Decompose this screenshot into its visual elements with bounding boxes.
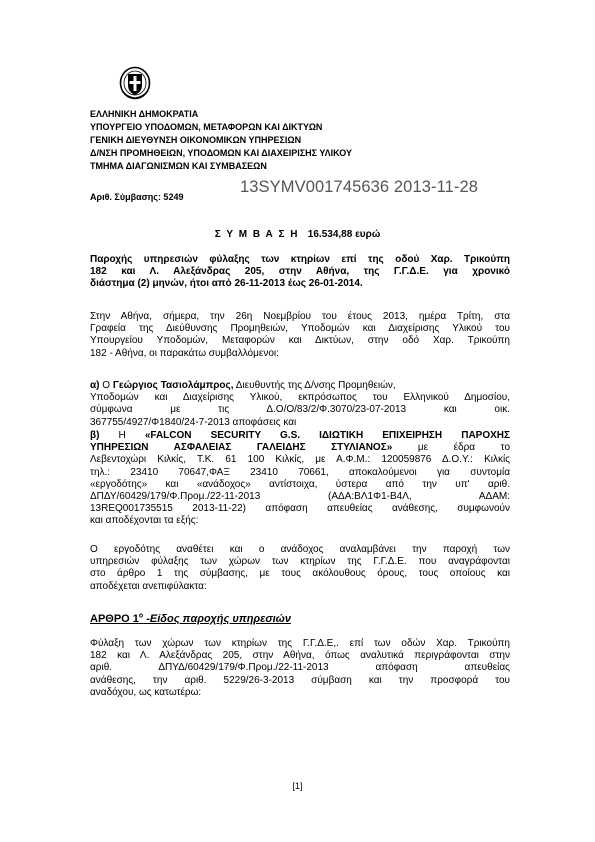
header-line-4: Δ/ΝΣΗ ΠΡΟΜΗΘΕΙΩΝ, ΥΠΟΔΟΜΩΝ ΚΑΙ ΔΙΑΧΕΙΡΙΣΗΣ ΥΛΙΚΟΥ <box>90 148 352 158</box>
intro-line: Στην Αθήνα, σήμερα, την 26η Νοεμβρίου του έτους 2013, ημέρα Τρίτη, στα <box>90 311 510 322</box>
intro-line: 182 - Αθήνα, οι παρακάτω συμβαλλόμενοι: <box>90 347 279 359</box>
agreement-paragraph <box>90 544 510 593</box>
title-prefix: Σ Υ Μ Β Α Σ Η <box>214 229 300 240</box>
article-1-superscript: ο <box>138 612 144 619</box>
party-a-role: Διευθυντής της Δ/νσης Προμηθειών, <box>233 380 396 391</box>
subject-line: 182 και Λ. Αλεξάνδρας 205, στην Αθήνα, της Γ.Γ.Δ.Ε. για χρονικό <box>90 266 510 278</box>
header-line-5: ΤΜΗΜΑ ΔΙΑΓΩΝΙΣΜΩΝ ΚΑΙ ΣΥΜΒΑΣΕΩΝ <box>90 161 267 171</box>
party-b-line: 13REQ001735515 2013-11-22) απόφαση απευθείας ανάθεσης, συμφωνούν <box>90 503 510 515</box>
intro-line: Γραφεία της Διεύθυνσης Προμηθειών, Υποδομών και Διαχείρισης Υλικού του <box>90 323 510 335</box>
article-1-number: ΑΡΘΡΟ 1 <box>90 612 139 625</box>
party-b-seat: με έδρα το <box>392 442 511 454</box>
party-b-line: και αποδέχονται τα εξής: <box>90 515 199 527</box>
header-line-1: ΕΛΛΗΝΙΚΗ ΔΗΜΟΚΡΑΤΙΑ <box>90 109 199 119</box>
registry-stamp: 13SYMV001745636 2013-11-28 <box>240 178 479 196</box>
party-b-line: Λεβεντοχώρι Κιλκίς, Τ.Κ. 61 100 Κιλκίς, με Α.Φ.Μ.: 120059876 Δ.Ο.Υ.: Κιλκίς <box>90 454 510 466</box>
party-b-first-line <box>90 430 510 442</box>
party-b-name-2: ΥΠΗΡΕΣΙΩΝ ΑΣΦΑΛΕΙΑΣ ΓΑΛΕΙΔΗΣ ΣΤΥΛΙΑΝΟΣ» <box>90 442 393 454</box>
header-line-2: ΥΠΟΥΡΓΕΙΟ ΥΠΟΔΟΜΩΝ, ΜΕΤΑΦΟΡΩΝ ΚΑΙ ΔΙΚΤΥΩΝ <box>90 122 323 132</box>
coat-of-arms-emblem <box>119 66 151 100</box>
party-b-line: τηλ.: 23410 70647,ΦΑΞ 23410 70661, αποκαλούμενοι για συντομία <box>90 466 510 478</box>
article-1-title: -Είδος παροχής υπηρεσιών <box>143 612 291 625</box>
party-a-paragraph <box>90 380 510 429</box>
header-line-3: ΓΕΝΙΚΗ ΔΙΕΥΘΥΝΣΗ ΟΙΚΟΝΟΜΙΚΩΝ ΥΠΗΡΕΣΙΩΝ <box>90 135 302 145</box>
article-1-line: ανάθεσης, την αριθ. 5229/26-3-2013 σύμβαση και την προσφορά του <box>90 674 510 686</box>
subject-line: διάστημα (2) μηνών, ήτοι από 26-11-2013 έως 26-01-2014. <box>90 278 363 290</box>
article-1-line: Φύλαξη των χώρων των κτηρίων της Γ.Γ.Δ.Ε,. επί των οδών Χαρ. Τρικούπη <box>90 638 510 649</box>
party-b-line: ΔΠΔΥ/60429/179/Φ.Προμ./22-11-2013 (ΑΔΑ:ΒΛ1Φ1-Β4Λ, ΑΔΑΜ: <box>90 491 510 503</box>
article-1-heading <box>90 612 291 625</box>
contract-number: Αριθ. Σύμβασης: 5249 <box>90 192 184 202</box>
agreement-line: στο άρθρο 1 της σύμβασης, με τους ακόλουθους όρους, τους οποίους και <box>90 568 510 580</box>
agreement-line: Ο εργοδότης αναθέτει και ο ανάδοχος αναλαμβάνει την παροχή των <box>90 544 510 555</box>
subject-line: Παροχής υπηρεσιών φύλαξης των κτηρίων επί της οδού Χαρ. Τρικούπη <box>90 254 510 265</box>
intro-line: Υπουργείου Υποδομών, Μεταφορών και Δικτύων, στην οδό Χαρ. Τρικούπη <box>90 335 510 347</box>
contract-subject <box>90 254 510 291</box>
party-b-line: «εργοδότης» και «ανάδοχος» αντίστοιχα, ύστερα από την υπ' αριθ. <box>90 478 510 490</box>
document-title <box>0 229 595 240</box>
article-1-line: αριθ. ΔΠΥΔ/60429/179/Φ.Προμ./22-11-2013 απόφαση απευθείας <box>90 662 510 674</box>
agreement-line: υπηρεσιών φύλαξης των χώρων των κτηρίων της Γ.Γ.Δ.Ε. που αναγράφονται <box>90 556 510 568</box>
party-a-article: Ο <box>102 380 111 391</box>
party-b-label: β) <box>90 430 100 441</box>
article-1-line: αναδόχου, ως κατωτέρω: <box>90 686 202 698</box>
agreement-line: αποδέχεται ανεπιφύλακτα: <box>90 580 207 592</box>
party-a-first-line <box>90 380 510 392</box>
page-number: [1] <box>292 781 303 791</box>
party-b-paragraph <box>90 430 510 528</box>
party-a-line: Υποδομών και Διαχείρισης Υλικού, εκπρόσωπος του Ελληνικού Δημοσίου, <box>90 392 510 404</box>
title-amount: 16.534,88 ευρώ <box>307 229 381 240</box>
article-1-body <box>90 638 510 699</box>
party-a-line: σύμφωνα με τις Δ.Ο/Ο/83/2/Φ.3070/23-07-2013 και οικ. <box>90 404 510 416</box>
party-a-label: α) <box>90 380 100 391</box>
article-1-line: 182 και Λ. Αλεξάνδρας 205, στην Αθήνα, όπως αναλυτικά περιγράφονται στην <box>90 650 510 662</box>
party-a-name: Γεώργιος Τασιολάμπρος, <box>112 380 234 391</box>
party-a-line: 367755/4927/Φ1840/24-7-2013 αποφάσεις και <box>90 416 297 428</box>
party-b-article: Η <box>118 430 126 441</box>
greek-coat-of-arms-icon <box>119 66 151 100</box>
party-b-second-line <box>90 442 510 454</box>
intro-paragraph <box>90 311 510 360</box>
party-b-name-1: «FALCON SECURITY G.S. ΙΔΙΩΤΙΚΗ ΕΠΙΧΕΙΡΗΣΗ ΠΑΡΟΧΗΣ <box>144 430 511 441</box>
